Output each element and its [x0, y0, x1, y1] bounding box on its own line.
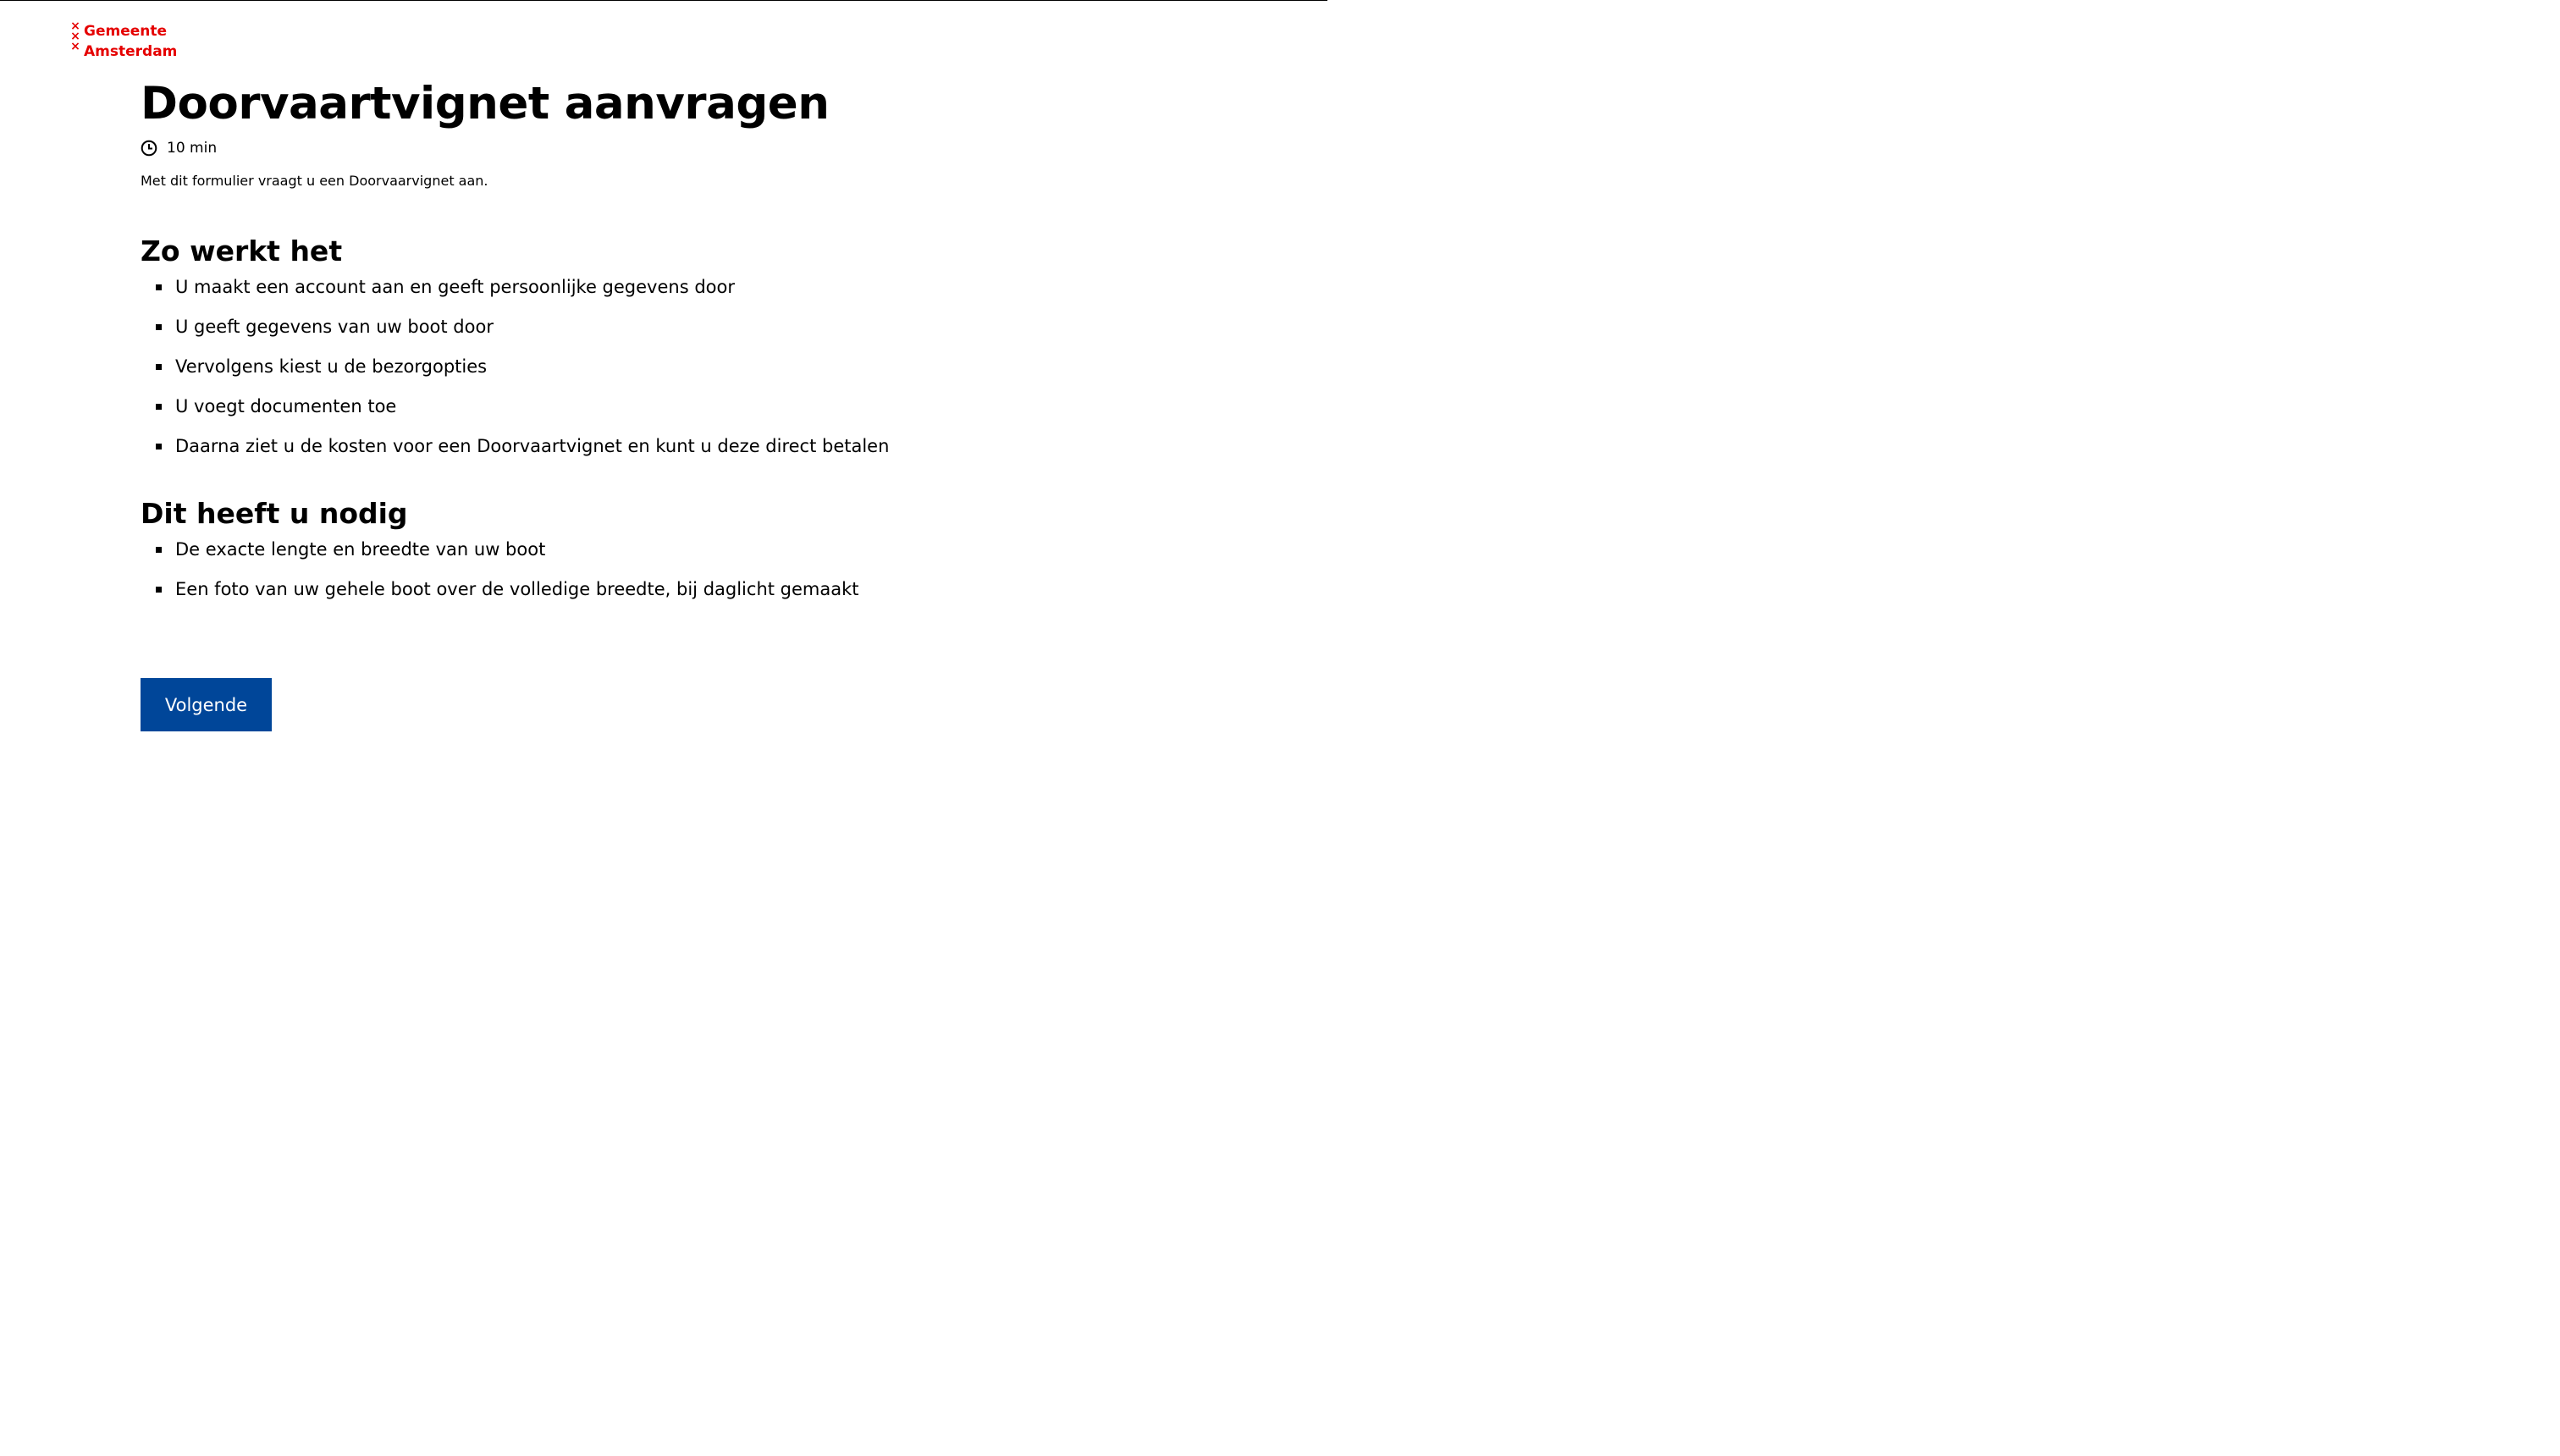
duration-text: 10 min [167, 140, 218, 157]
list-item: De exacte lengte en breedte van uw boot [141, 538, 1072, 561]
duration-indicator [141, 136, 1072, 160]
logo-line-amsterdam: Amsterdam [84, 43, 178, 60]
how-it-works-list [141, 275, 1072, 458]
requirements-section [141, 497, 1072, 601]
list-item: U geeft gegevens van uw boot door [141, 315, 1072, 339]
how-it-works-section [141, 234, 1072, 458]
list-item: Daarna ziet u de kosten voor een Doorvaartvignet en kunt u deze direct betalen [141, 434, 1072, 458]
list-item: Vervolgens kiest u de bezorgopties [141, 355, 1072, 378]
gemeente-amsterdam-logo[interactable] [69, 21, 177, 62]
cross-icon: × [70, 40, 80, 53]
cross-icon: × [70, 30, 80, 43]
cross-icon: × [70, 19, 80, 33]
main-content [141, 74, 1072, 617]
requirements-list [141, 538, 1072, 601]
amsterdam-crosses-icon [69, 21, 81, 52]
list-item: U voegt documenten toe [141, 394, 1072, 418]
list-item: U maakt een account aan en geeft persoonlijke gegevens door [141, 275, 1072, 299]
intro-text: Met dit formulier vraagt u een Doorvaarvignet aan. [141, 173, 488, 189]
list-item: Een foto van uw gehele boot over de volledige breedte, bij daglicht gemaakt [141, 577, 1072, 601]
logo-line-gemeente: Gemeente [84, 23, 168, 40]
clock-icon [141, 140, 157, 157]
requirements-heading: Dit heeft u nodig [141, 497, 408, 530]
next-button[interactable]: Volgende [141, 678, 272, 731]
page-title: Doorvaartvignet aanvragen [141, 78, 830, 130]
page [0, 0, 1327, 750]
how-it-works-heading: Zo werkt het [141, 234, 343, 267]
logo-text [84, 21, 177, 62]
